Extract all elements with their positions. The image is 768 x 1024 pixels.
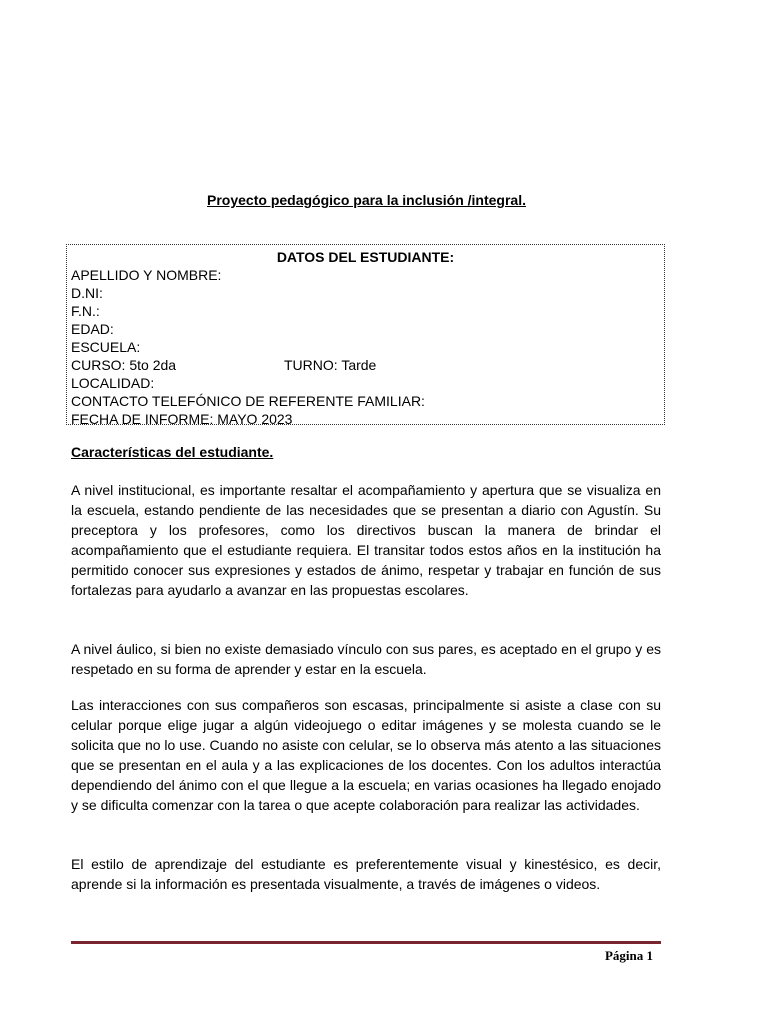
field-value: MAYO 2023 [217, 411, 293, 427]
field-localidad [71, 374, 664, 392]
body-paragraph: A nivel áulico, si bien no existe demasiado vínculo con sus pares, es aceptado en el grupo y es respetado en su forma de aprender y estar en la escuela. [71, 641, 661, 677]
field-label: EDAD: [71, 321, 114, 337]
section-heading: Características del estudiante. [71, 444, 274, 460]
footer-rule [71, 941, 661, 944]
field-label: CONTACTO TELEFÓNICO DE REFERENTE FAMILIAR: [71, 393, 425, 409]
field-label: LOCALIDAD: [71, 375, 155, 391]
field-edad [71, 320, 664, 338]
field-contacto [71, 392, 664, 410]
field-label: FECHA DE INFORME: [71, 411, 214, 427]
body-paragraph: El estilo de aprendizaje del estudiante es preferentemente visual y kinestésico, es decir, aprende si la información es presentada visualmente, a través de imágenes o videos. [71, 856, 661, 892]
curso-value: 5to 2da [129, 357, 177, 373]
turno-group [284, 356, 376, 374]
turno-value: Tarde [341, 357, 377, 373]
student-data-box [66, 244, 665, 425]
field-curso-turno [71, 356, 664, 374]
body-paragraph: A nivel institucional, es importante resaltar el acompañamiento y apertura que se visualiza en la escuela, estando pendiente de las necesidades que se presentan a diario con Agustín. Su preceptora y los profesores, como los directivos buscan la manera de brindar el acompañamiento que el estudiante requiera. El transitar todos estos años en la institución ha permitido conocer sus expresiones y estados de ánimo, respetar y trabajar en función de sus fortalezas para ayudarlo a avanzar en las propuestas escolares. [71, 482, 661, 598]
field-apellido-nombre [71, 266, 664, 284]
page-number: Página 1 [604, 948, 653, 963]
field-dni [71, 284, 664, 302]
field-label: APELLIDO Y NOMBRE: [71, 267, 222, 283]
field-label: D.NI: [71, 285, 103, 301]
field-fecha-informe [71, 410, 664, 428]
turno-label: TURNO: [284, 357, 338, 373]
document-title: Proyecto pedagógico para la inclusión /integral. [207, 192, 526, 208]
field-label: F.N.: [71, 303, 100, 319]
field-label: ESCUELA: [71, 339, 141, 355]
curso-label: CURSO: [71, 357, 126, 373]
field-fn [71, 302, 664, 320]
student-data-heading: DATOS DEL ESTUDIANTE: [276, 249, 455, 265]
body-paragraph: Las interacciones con sus compañeros son escasas, principalmente si asiste a clase con su celular porque elige jugar a algún videojuego o editar imágenes y se molesta cuando se le solicita que no lo use. Cuando no asiste con celular, se lo observa más atento a las situaciones que se presentan en el aula y a las explicaciones de los docentes. Con los adultos interactúa dependiendo del ánimo con el que llegue a la escuela; en varias ocasiones ha llegado enojado y se dificulta comenzar con la tarea o que acepte colaboración para realizar las actividades. [71, 697, 661, 813]
field-escuela [71, 338, 664, 356]
